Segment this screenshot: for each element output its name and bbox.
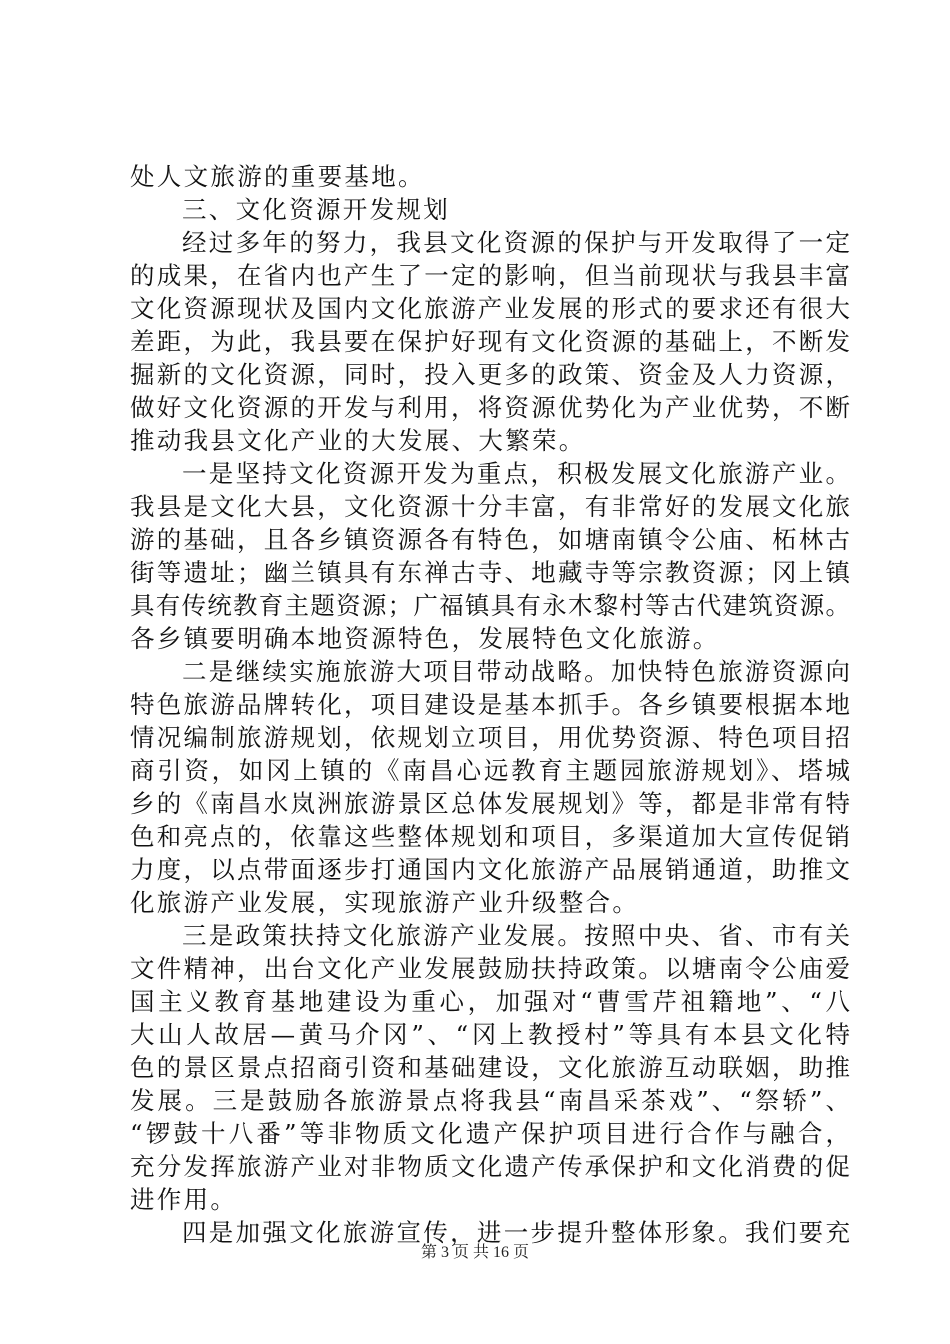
body-text [130, 160, 850, 1249]
paragraph-first-line: 三、文化资源开发规划 [182, 195, 450, 224]
text-line: 掘新的文化资源，同时，投入更多的政策、资金及人力资源， [130, 360, 850, 389]
text-line: 差距，为此，我县要在保护好现有文化资源的基础上，不断发 [130, 327, 850, 356]
text-line: 文件精神，出台文化产业发展鼓励扶持政策。以塘南令公庙爱 [130, 954, 850, 983]
text-line: 色和亮点的，依靠这些整体规划和项目，多渠道加大宣传促销 [130, 822, 850, 851]
text-line: 具有传统教育主题资源；广福镇具有永木黎村等古代建筑资源。 [130, 591, 850, 620]
paragraph-first-line: 一是坚持文化资源开发为重点，积极发展文化旅游产业。 [182, 459, 850, 488]
paragraph-first-line: 四是加强文化旅游宣传，进一步提升整体形象。我们要充 [182, 1218, 850, 1247]
paragraph-first-line: 二是继续实施旅游大项目带动战略。加快特色旅游资源向 [182, 657, 850, 686]
text-line: 商引资，如冈上镇的《南昌心远教育主题园旅游规划》、塔城 [130, 756, 850, 785]
text-line: 各乡镇要明确本地资源特色，发展特色文化旅游。 [130, 624, 720, 653]
paragraph-first-line: 经过多年的努力，我县文化资源的保护与开发取得了一定 [182, 228, 850, 257]
text-line: 乡的《南昌水岚洲旅游景区总体发展规划》等，都是非常有特 [130, 789, 850, 818]
text-line: 推动我县文化产业的大发展、大繁荣。 [130, 426, 586, 455]
text-line: 国主义教育基地建设为重心，加强对“曹雪芹祖籍地”、“八 [130, 987, 850, 1016]
text-line: 大山人故居—黄马介冈”、“冈上教授村”等具有本县文化特 [130, 1020, 850, 1049]
text-line: 游的基础，且各乡镇资源各有特色，如塘南镇令公庙、柘林古 [130, 525, 850, 554]
text-line: 街等遗址；幽兰镇具有东禅古寺、地藏寺等宗教资源；冈上镇 [130, 558, 850, 587]
text-line: 力度，以点带面逐步打通国内文化旅游产品展销通道，助推文 [130, 855, 850, 884]
text-line: 文化资源现状及国内文化旅游产业发展的形式的要求还有很大 [130, 294, 850, 323]
text-line: 的成果，在省内也产生了一定的影响，但当前现状与我县丰富 [130, 261, 850, 290]
text-line: 情况编制旅游规划，依规划立项目，用优势资源、特色项目招 [130, 723, 850, 752]
paragraph-first-line: 三是政策扶持文化旅游产业发展。按照中央、省、市有关 [182, 921, 850, 950]
text-line: 化旅游产业发展，实现旅游产业升级整合。 [130, 888, 640, 917]
text-line: 充分发挥旅游产业对非物质文化遗产传承保护和文化消费的促 [130, 1152, 850, 1181]
text-line: 特色旅游品牌转化，项目建设是基本抓手。各乡镇要根据本地 [130, 690, 850, 719]
text-line: 发展。三是鼓励各旅游景点将我县“南昌采茶戏”、“祭轿”、 [130, 1086, 850, 1115]
text-line: 做好文化资源的开发与利用，将资源优势化为产业优势，不断 [130, 393, 850, 422]
text-line: 处人文旅游的重要基地。 [130, 162, 425, 191]
text-line: 我县是文化大县，文化资源十分丰富，有非常好的发展文化旅 [130, 492, 850, 521]
page-footer: 第 3 页 共 16 页 [420, 1244, 529, 1261]
text-line: “锣鼓十八番”等非物质文化遗产保护项目进行合作与融合， [130, 1119, 850, 1148]
text-line: 色的景区景点招商引资和基础建设，文化旅游互动联姻，助推 [130, 1053, 850, 1082]
text-line: 进作用。 [130, 1185, 238, 1214]
